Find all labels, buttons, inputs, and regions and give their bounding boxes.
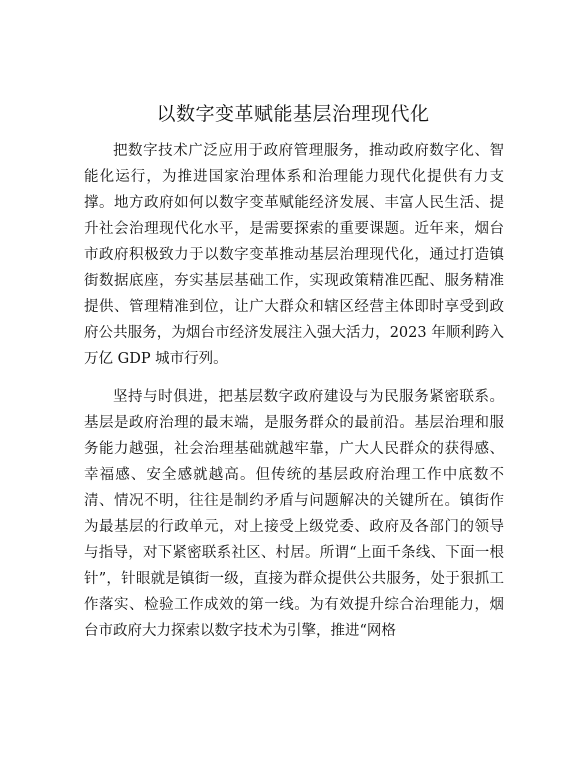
paragraph-1: 把数字技术广泛应用于政府管理服务，推动政府数字化、智能化运行，为推进国家治理体系和治理能力现代化提供有力支撑。地方政府如何以数字变革赋能经济发展、丰富人民生活、提升社会治理现代化水平，是需要探索的重要课题。近年来，烟台市政府积极致力于以数字变革推动基层治理现代化，通过打造镇街数据底座，夯实基层基础工作，实现政策精准匹配、服务精准提供、管理精准到位，让广大群众和辖区经营主体即时享受到政府公共服务，为烟台市经济发展注入强大活力，2023 年顺利跨入万亿 GDP 城市行列。 — [84, 143, 504, 367]
document-body — [84, 138, 504, 644]
paragraph-2: 坚持与时俱进，把基层数字政府建设与为民服务紧密联系。基层是政府治理的最末端，是服务群众的最前沿。基层治理和服务能力越强，社会治理基础就越牢靠，广大人民群众的获得感、幸福感、安全感就越高。但传统的基层政府治理工作中底数不清、情况不明，往往是制约矛盾与问题解决的关键所在。镇街作为最基层的行政单元，对上接受上级党委、政府及各部门的领导与指导，对下紧密联系社区、村居。所谓“上面千条线、下面一根针”，针眼就是镇街一级，直接为群众提供公共服务，处于狠抓工作落实、检验工作成效的第一线。为有效提升综合治理能力，烟台市政府大力探索以数字技术为引擎，推进“网格 — [84, 389, 504, 639]
document-title: 以数字变革赋能基层治理现代化 — [156, 103, 430, 125]
